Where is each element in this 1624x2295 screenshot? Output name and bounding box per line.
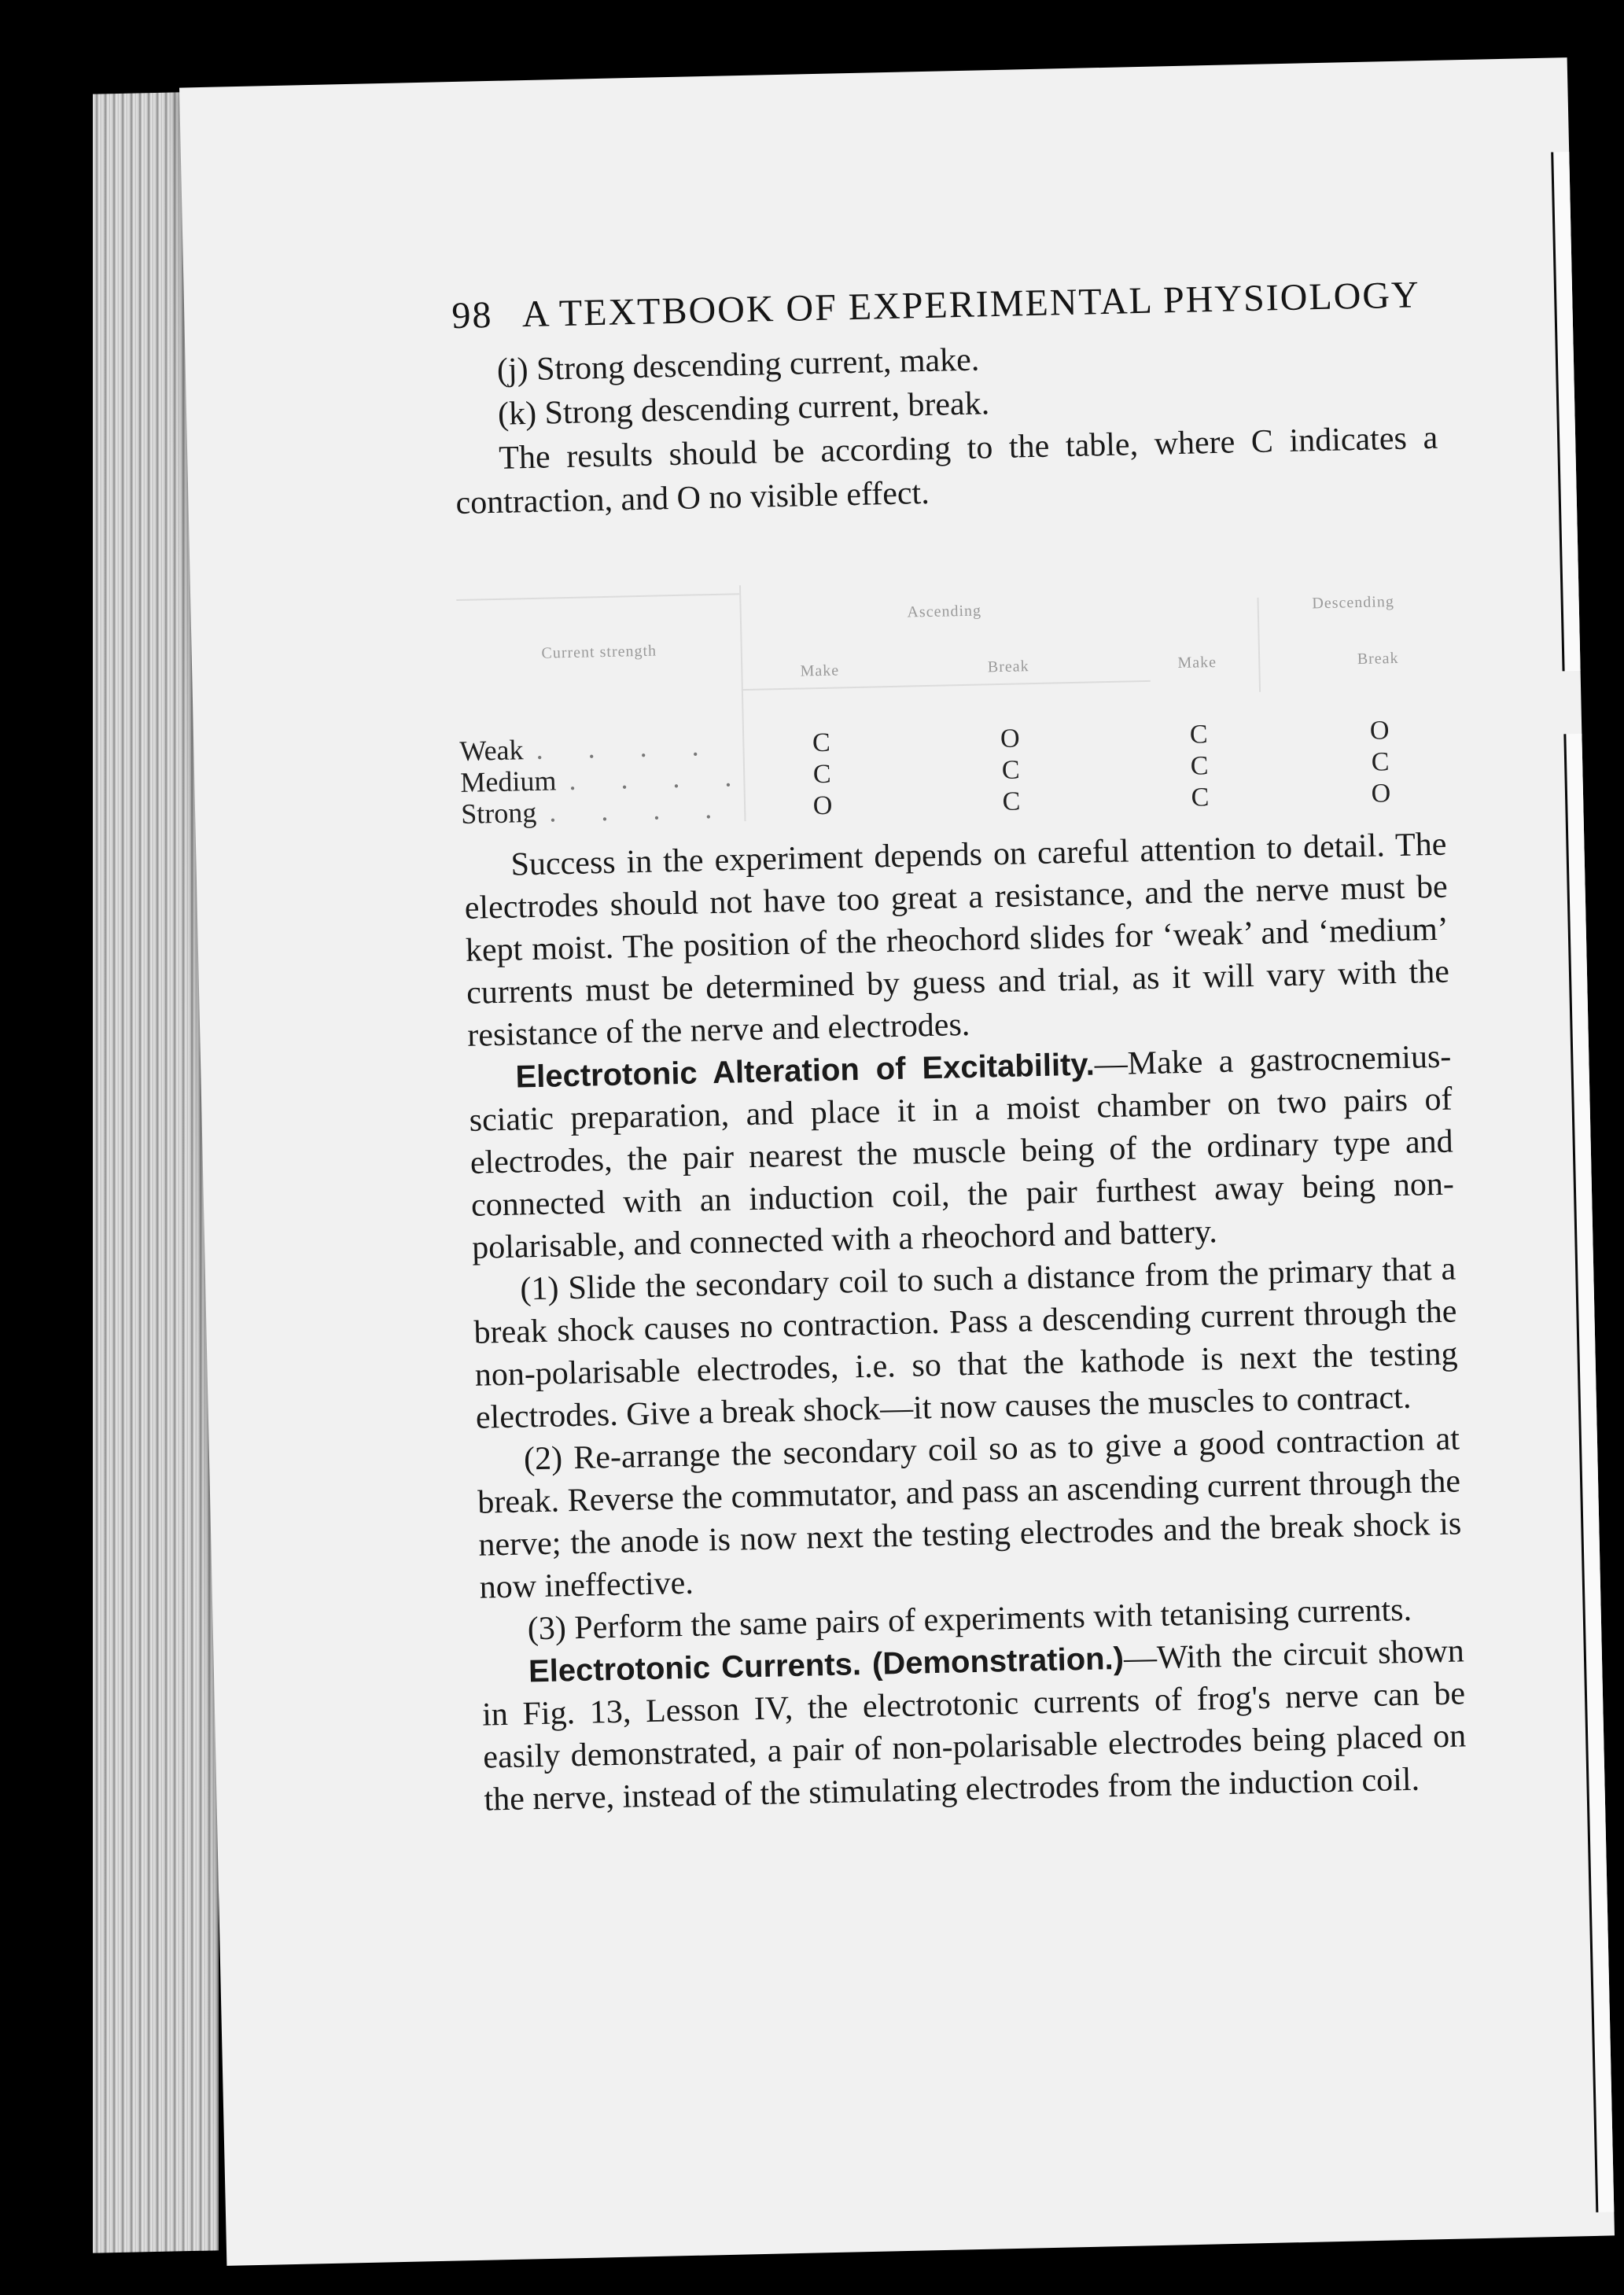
table-cell: C — [812, 728, 831, 758]
results-table — [456, 570, 1428, 830]
table-cell: C — [1191, 783, 1210, 812]
table-cell: C — [812, 759, 831, 790]
paragraph-currents: Electrotonic Currents. (Demonstration.)—With the circuit shown in Fig. 13, Lesson IV, the electrotonic currents of frog's nerve can be easily demonstrated, a pair of non-polarisable electrodes being placed on the nerve, instead of the stimulating electrodes from the induction coil. — [481, 1633, 1467, 1818]
page-edge-bottom — [1563, 734, 1614, 2212]
table-cell: O — [1371, 779, 1391, 809]
table-cell: C — [1189, 720, 1208, 750]
table-cell: O — [1369, 716, 1390, 746]
sub-header-break: Break — [987, 658, 1029, 676]
group-header-ascending: Ascending — [907, 602, 982, 621]
paragraph-success: Success in the experiment depends on careful attention to detail. The electrodes should not have too great a resistance, and the nerve must be kept moist. The position of the rheochord slides for ‘weak’ and ‘medium’ currents must be determined by guess and trial, as it will vary with the resistance of the nerve and electrodes. — [464, 826, 1450, 1054]
table-cell: C — [1371, 747, 1390, 777]
running-head — [451, 273, 1420, 337]
table-cell: O — [1000, 724, 1020, 753]
book-page — [179, 57, 1615, 2266]
col-header-current-strength: Current strength — [541, 642, 657, 662]
section-heading-alteration: Electrotonic Alteration of Excitability. — [515, 1047, 1096, 1095]
row-label-weak: Weak . . . . — [459, 729, 718, 768]
page-number: 98 — [451, 293, 493, 337]
body-text — [463, 823, 1467, 1822]
running-title: A TEXTBOOK OF EXPERIMENTAL PHYSIOLOGY — [521, 274, 1421, 336]
group-header-descending: Descending — [1312, 593, 1395, 613]
sub-header-make: Make — [800, 661, 840, 680]
table-cell: C — [1001, 755, 1020, 785]
lead-paragraph: The results should be according to the table, where C indicates a contraction, and O no visible effect. — [455, 419, 1438, 522]
table-cell: C — [1002, 786, 1021, 816]
lead-item-k: (k) Strong descending current, break. — [497, 385, 990, 433]
table-cell: O — [812, 790, 833, 821]
section-heading-currents: Electrotonic Currents. (Demonstration.) — [528, 1641, 1125, 1689]
sub-header-make: Make — [1177, 653, 1217, 672]
row-label-strong: Strong . . . . — [460, 792, 731, 830]
paragraph-alteration: Electrotonic Alteration of Excitability.—Make a gastrocnemius-sciatic preparation, and place it in a moist chamber on two pairs of electrodes, the pair nearest the muscle being of the ordinary type and connected with an induction coil, the pair furthest away being non-polarisable, and connected with a rheochord and battery. — [469, 1038, 1455, 1266]
table-rule-horizontal — [742, 680, 1151, 691]
paragraph-step-1: (1) Slide the secondary coil to such a distance from the primary that a break shock causes no contraction. Pass a descending current through the non-polarisable electrodes, i.e. so that the kathode is next the testing electrodes. Give a break shock—it now causes the muscles to contract. — [473, 1251, 1459, 1436]
lead-section — [452, 328, 1439, 525]
table-rule-horizontal — [456, 593, 739, 601]
lead-item-j: (j) Strong descending current, make. — [496, 341, 980, 389]
paragraph-step-3: (3) Perform the same pairs of experiments with tetanising currents. — [527, 1591, 1412, 1648]
table-cell: C — [1190, 751, 1209, 781]
page-edge-top — [1551, 152, 1580, 671]
row-label-medium: Medium . . . . — [459, 760, 751, 798]
sub-header-break: Break — [1357, 649, 1399, 669]
paragraph-step-2: (2) Re-arrange the secondary coil so as to give a good contraction at break. Reverse the commutator, and pass an ascending current through the nerve; the anode is now next the testing electrodes and the break shock is now ineffective. — [477, 1420, 1462, 1606]
